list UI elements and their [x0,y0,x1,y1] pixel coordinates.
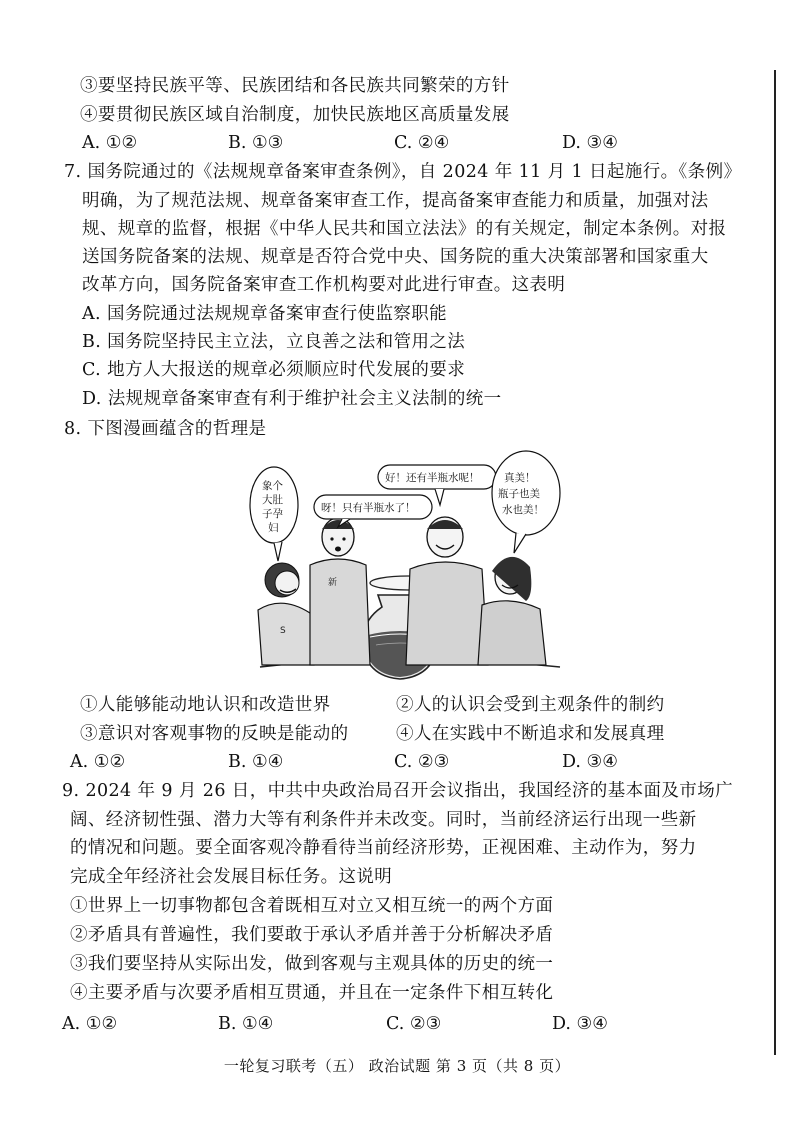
q9-stem-line-1: 9. 2024 年 9 月 26 日，中共中央政治局召开会议指出，我国经济的基本面及市场广 [62,781,734,801]
q8-statement-3: ③意识对客观事物的反映是能动的 [80,724,349,744]
q9-stem-line-2: 阔、经济韧性强、潜力大等有利条件并未改变。同时，当前经济运行出现一些新 [70,810,697,830]
speech-bubble-woman [492,451,560,553]
q7-option-c: C. 地方人大报送的规章必须顺应时代发展的要求 [82,360,466,380]
bubble-woman-line-2: 瓶子也美 [498,488,540,500]
bubble-happy-text: 好！还有半瓶水呢！ [385,472,480,484]
q7-stem-line-2: 明确，为了规范法规、规章备案审查工作，提高备案审查能力和质量，加强对法 [82,191,709,211]
bubble-left-line-3: 子孕 [262,508,283,520]
svg-text:S: S [280,626,286,636]
vase-label: 新 [328,578,338,588]
person-woman [478,557,546,665]
q9-option-b: B. ①④ [218,1014,274,1034]
q9-statement-3: ③我们要坚持从实际出发，做到客观与主观具体的历史的统一 [70,954,554,974]
q6-option-d: D. ③④ [562,133,618,153]
q8-statement-4: ④人在实践中不断追求和发展真理 [396,724,665,744]
q7-option-a: A. 国务院通过法规规章备案审查行使监察职能 [82,304,448,324]
speech-bubble-left [250,467,298,561]
q9-option-a: A. ①② [62,1014,118,1034]
q6-statement-4: ④要贯彻民族区域自治制度，加快民族地区高质量发展 [80,105,510,125]
q7-stem-line-4: 送国务院备案的法规、规章是否符合党中央、国务院的重大决策部署和国家重大 [82,247,709,267]
person-happy [406,517,488,665]
q9-statement-2: ②矛盾具有普遍性，我们要敢于承认矛盾并善于分析解决矛盾 [70,925,554,945]
q7-stem-line-3: 规、规章的监督，根据《中华人民共和国立法法》的有关规定，制定本条例。对报 [82,219,727,239]
bubble-left-line-2: 大肚 [262,494,283,506]
q9-statement-4: ④主要矛盾与次要矛盾相互贯通，并且在一定条件下相互转化 [70,983,554,1003]
q8-stem: 8. 下图漫画蕴含的哲理是 [64,419,267,439]
q9-stem-line-3: 的情况和问题。要全面客观冷静看待当前经济形势，正视困难、主动作为，努力 [70,838,697,858]
bubble-worried-text: 呀！只有半瓶水了！ [321,502,416,514]
q6-statement-3: ③要坚持民族平等、民族团结和各民族共同繁荣的方针 [80,76,510,96]
bubble-woman-line-3: 水也美！ [502,504,544,516]
person-worried [310,518,370,665]
q7-option-d: D. 法规规章备案审查有利于维护社会主义法制的统一 [82,389,502,409]
q8-option-b: B. ①④ [228,752,284,772]
bubble-left-line-1: 象个 [262,480,283,492]
q6-option-a: A. ①② [82,133,138,153]
q6-option-b: B. ①③ [228,133,284,153]
q8-option-a: A. ①② [70,752,126,772]
cartoon-illustration [230,445,570,690]
person-left [258,563,314,665]
q8-option-d: D. ③④ [562,752,618,772]
q6-option-c: C. ②④ [394,133,450,153]
q7-stem-line-1: 7. 国务院通过的《法规规章备案审查条例》，自 2024 年 11 月 1 日起施行。《条例》 [64,162,742,182]
q8-option-c: C. ②③ [394,752,450,772]
q9-statement-1: ①世界上一切事物都包含着既相互对立又相互统一的两个方面 [70,896,554,916]
q8-statement-2: ②人的认识会受到主观条件的制约 [396,695,665,715]
q9-option-c: C. ②③ [386,1014,442,1034]
q9-option-d: D. ③④ [552,1014,608,1034]
bubble-woman-line-1: 真美！ [504,472,536,484]
q8-statement-1: ①人能够能动地认识和改造世界 [80,695,331,715]
page-footer: 一轮复习联考（五） 政治试题 第 3 页（共 8 页） [223,1057,571,1075]
q9-stem-line-4: 完成全年经济社会发展目标任务。这说明 [70,867,393,887]
q7-stem-line-5: 改革方向，国务院备案审查工作机构要对此进行审查。这表明 [82,275,566,295]
bubble-left-line-4: 妇 [268,522,279,534]
page-margin-rule [774,70,776,1055]
q7-option-b: B. 国务院坚持民主立法，立良善之法和管用之法 [82,332,466,352]
